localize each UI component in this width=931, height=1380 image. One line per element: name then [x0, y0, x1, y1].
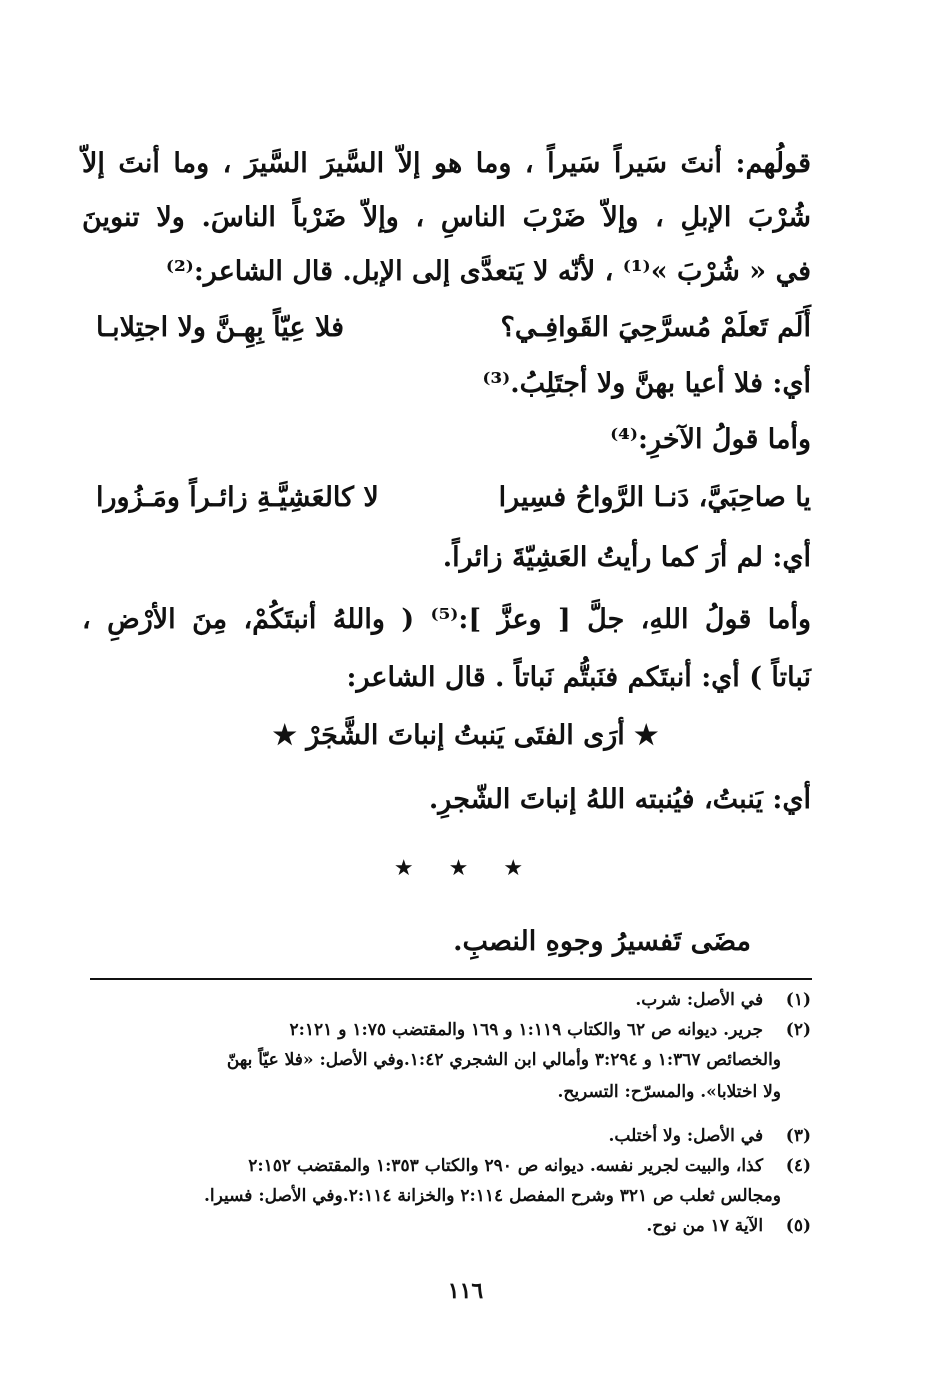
- verse-2: [96, 484, 811, 511]
- footnote-text: جرير. ديوانه ص ٦٢ والكتاب ١:١١٩ و ١٦٩ والمقتضب ١:٧٥ و ٢:١٢١: [289, 1020, 764, 1040]
- footnote-3: [609, 1128, 811, 1145]
- footnote-number: (٢): [785, 1020, 811, 1040]
- footnote-number: (٥): [785, 1216, 811, 1236]
- hemistich-verse: ★ أرَى الفتَى يَنبتُ إنباتَ الشَّجَرْ ★: [272, 720, 659, 751]
- gloss-1: أي: فلا أعيا بهنَّ ولا أجتَلِبُ.⁽³⁾: [482, 368, 811, 399]
- footnote-2-continuation: ولا اختلابا». والمسرّح: التسريح.: [557, 1082, 781, 1102]
- verse-1-second-hemistich: فلا عِيّاً بِهِـنَّ ولا اجتِلابـا: [96, 312, 345, 343]
- footnote-4-continuation: ومجالس ثعلب ص ٣٢١ وشرح المفصل ٢:١١٤ والخزانة ٢:١١٤.وفي الأصل: فسيرا.: [203, 1186, 781, 1206]
- intro-2: وأما قولُ الآخرِ:⁽⁴⁾: [610, 424, 811, 455]
- footnote-2: [290, 1022, 811, 1039]
- footnote-number: (٣): [785, 1126, 811, 1146]
- quran-line-2: نَباتاً ) أي: أنبتَكم فنَبتُّم نَباتاً . قال الشاعر:: [346, 662, 811, 693]
- page-number: ١١٦: [447, 1278, 484, 1304]
- section-separator: ★ ★ ★: [393, 856, 538, 881]
- verse-1: [96, 314, 811, 341]
- footnote-4: [248, 1158, 811, 1175]
- body-line-3: في « شُرْبَ »⁽¹⁾ ، لأنّه لا يَتعدَّى إلى الإبل. قال الشاعر:⁽²⁾: [165, 256, 811, 287]
- footnote-text: الآية ١٧ من نوح.: [646, 1216, 764, 1236]
- footnote-5: [646, 1218, 811, 1235]
- gloss-3: أي: يَنبتُ، فيُنبته اللهُ إنباتَ الشّجرِ.: [428, 784, 811, 815]
- footnote-2-continuation: والخصائص ١:٣٦٧ و ٣:٢٩٤ وأمالي ابن الشجري ١:٤٢.وفي الأصل: «فلا عيّاً بهنّ: [226, 1050, 781, 1070]
- footnote-rule: [90, 978, 812, 980]
- footnote-1: [635, 992, 811, 1009]
- footnote-text: كذا، والبيت لجرير نفسه. ديوانه ص ٢٩٠ والكتاب ١:٣٥٣ والمقتضب ٢:١٥٢: [248, 1156, 764, 1176]
- quran-line-1: وأما قولُ اللهِ، جلَّ [ وعزَّ ]:⁽⁵⁾ ( واللهُ أنبتَكُمْ، مِنَ الأرْضِ ،: [82, 604, 811, 635]
- body-line-2: شُرْبَ الإبلِ ، وإلاّ ضَرْبَ الناسِ ، وإلاّ ضَرْباً الناسَ. ولا تنوينَ: [82, 202, 811, 233]
- closing-line: مضَى تَفسيرُ وجوهِ النصبِ.: [453, 926, 751, 957]
- verse-2-first-hemistich: يا صاحِبَيَّ، دَنـا الرَّواحُ فسِيرا: [498, 482, 811, 513]
- footnote-text: في الأصل: ولا أختلب.: [608, 1126, 764, 1146]
- verse-1-first-hemistich: أَلَم تَعلَمْ مُسرَّحِيَ القَوافِـي؟: [500, 312, 811, 343]
- footnote-text: في الأصل: شرب.: [635, 990, 764, 1010]
- footnote-number: (١): [785, 990, 811, 1010]
- footnote-number: (٤): [785, 1156, 811, 1176]
- verse-2-second-hemistich: لا كالعَشِيَّـةِ زائـراً ومَـزُورا: [96, 482, 379, 513]
- gloss-2: أي: لم أرَ كما رأيتُ العَشِيّةَ زائراً.: [442, 542, 811, 573]
- body-line-1: قولُهم: أنتَ سَيراً سَيراً ، وما هو إلاّ السَّيرَ السَّيرَ ، وما أنتَ إلاّ: [82, 148, 811, 179]
